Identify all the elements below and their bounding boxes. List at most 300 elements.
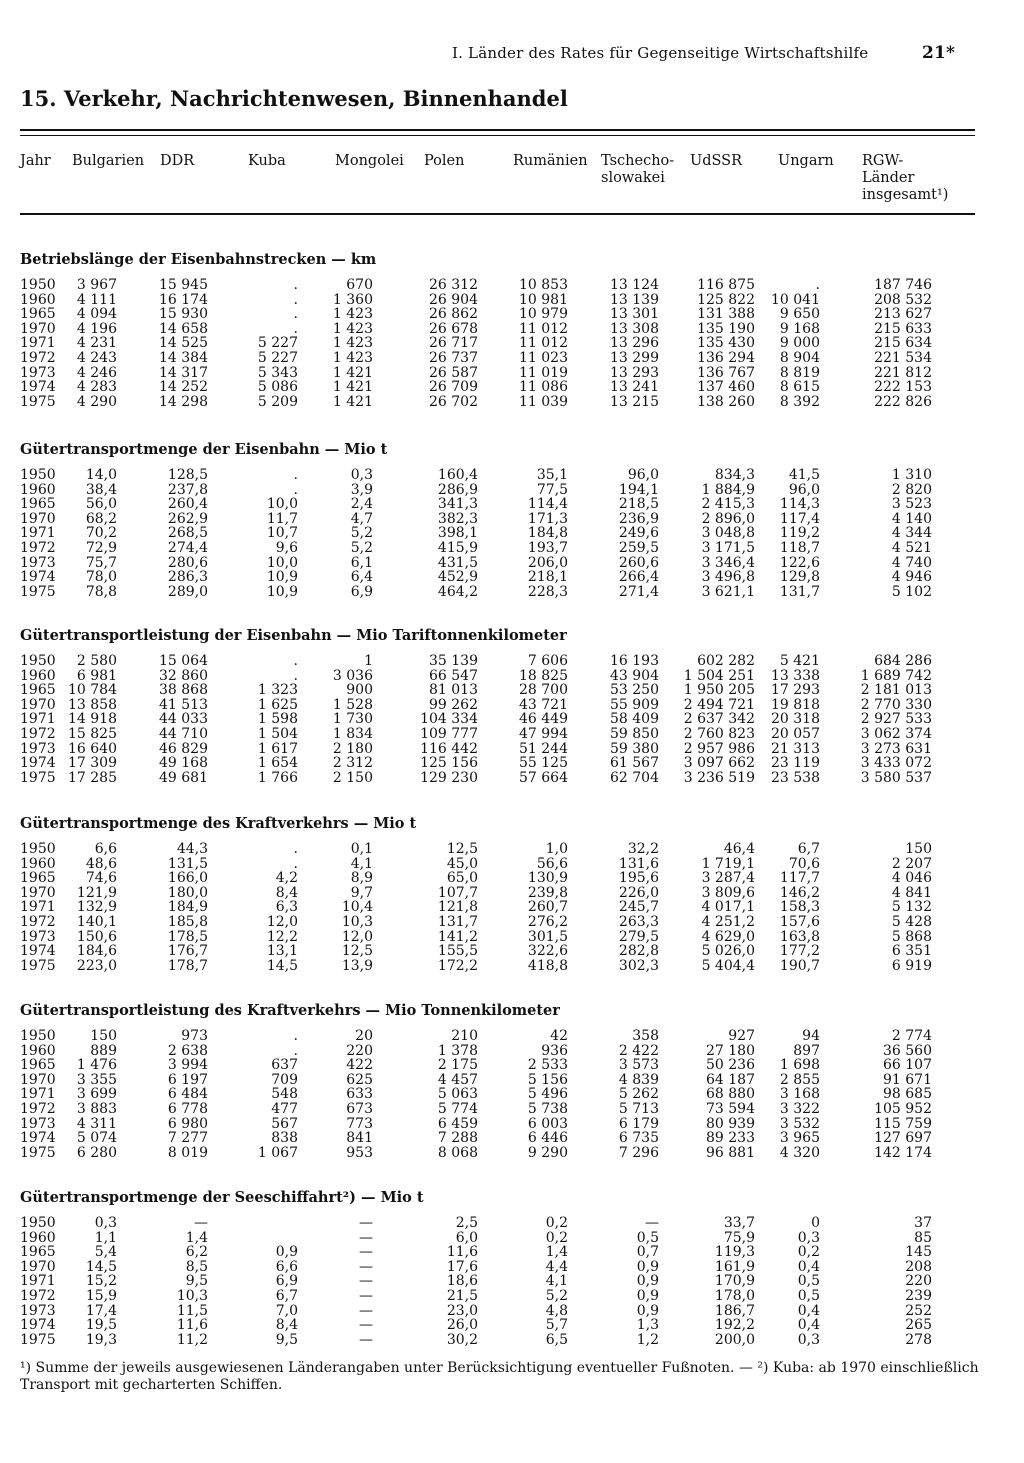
value-cell: 16 640: [68, 740, 117, 757]
value-cell: 5 209: [257, 393, 298, 410]
value-cell: 1 625: [257, 696, 298, 713]
value-cell: 673: [346, 1100, 373, 1117]
value-cell: 2 820: [891, 481, 932, 498]
value-cell: 70,2: [85, 525, 117, 542]
value-cell: 0,9: [636, 1287, 659, 1304]
table-row: [20, 570, 980, 585]
value-cell: 107,7: [437, 884, 478, 901]
table-row: [20, 1029, 980, 1044]
value-cell: 193,7: [527, 539, 568, 556]
year-cell: 1965: [20, 496, 56, 513]
value-cell: 263,3: [618, 913, 659, 930]
table-row: [20, 1073, 980, 1088]
value-cell: 15,2: [85, 1273, 117, 1290]
value-cell: 59 850: [610, 725, 659, 742]
value-cell: 49 168: [159, 755, 208, 772]
value-cell: 128,5: [167, 467, 208, 483]
value-cell: .: [293, 291, 298, 308]
value-cell: 245,7: [618, 899, 659, 916]
value-cell: 1 598: [257, 711, 298, 728]
value-cell: 114,4: [527, 496, 568, 513]
value-cell: 4 629,0: [701, 928, 755, 945]
value-cell: 121,9: [76, 884, 117, 901]
year-cell: 1975: [20, 769, 56, 786]
value-cell: 6 919: [891, 957, 932, 974]
value-cell: 358: [632, 1028, 659, 1044]
value-cell: 98 685: [883, 1086, 932, 1103]
value-cell: 1 310: [891, 467, 932, 483]
year-cell: 1974: [20, 1130, 56, 1147]
value-cell: 0,3: [94, 1215, 117, 1231]
value-cell: 6 351: [891, 943, 932, 960]
value-cell: 6,4: [350, 569, 373, 586]
value-cell: 177,2: [779, 943, 820, 960]
value-cell: 0,2: [545, 1215, 568, 1231]
value-cell: 66 547: [429, 667, 478, 684]
value-cell: 10,9: [266, 583, 298, 600]
value-cell: 9,5: [275, 1331, 298, 1348]
value-cell: 260,4: [167, 496, 208, 513]
year-cell: 1972: [20, 1287, 56, 1304]
value-cell: 26 737: [429, 349, 478, 366]
value-cell: 17 285: [68, 769, 117, 786]
value-cell: 3 532: [779, 1115, 820, 1132]
value-cell: 4 243: [76, 349, 117, 366]
value-cell: 11 012: [519, 320, 568, 337]
table-row: [20, 742, 980, 757]
value-cell: 415,9: [437, 539, 478, 556]
page-number: 21*: [922, 43, 956, 63]
value-cell: 4 111: [76, 291, 117, 308]
value-cell: 5 156: [527, 1071, 568, 1088]
value-cell: 186,7: [714, 1302, 755, 1319]
value-cell: 160,4: [437, 467, 478, 483]
value-cell: 208: [905, 1258, 932, 1275]
value-cell: 2 580: [76, 653, 117, 669]
section-heading: Gütertransportleistung der Eisenbahn — Mio Tariftonnenkilometer: [20, 627, 567, 644]
value-cell: 155,5: [437, 943, 478, 960]
value-cell: 208 532: [874, 291, 932, 308]
value-cell: 35 139: [429, 653, 478, 669]
value-cell: 0,4: [797, 1302, 820, 1319]
value-cell: 10,3: [176, 1287, 208, 1304]
table-rule-top: [20, 129, 975, 131]
value-cell: 210: [451, 1028, 478, 1044]
value-cell: 1 476: [76, 1057, 117, 1074]
value-cell: 15 825: [68, 725, 117, 742]
table-row: [20, 1216, 980, 1231]
value-cell: 5 738: [527, 1100, 568, 1117]
value-cell: 3 621,1: [701, 583, 755, 600]
table-row: [20, 944, 980, 959]
value-cell: 15,9: [85, 1287, 117, 1304]
value-cell: 119,3: [714, 1244, 755, 1261]
table-row: [20, 842, 980, 857]
value-cell: 2 855: [779, 1071, 820, 1088]
value-cell: 1 423: [332, 335, 373, 352]
value-cell: 57 664: [519, 769, 568, 786]
value-cell: 1 730: [332, 711, 373, 728]
table-row: [20, 1087, 980, 1102]
table-row: [20, 886, 980, 901]
value-cell: 5 343: [257, 364, 298, 381]
value-cell: 6 003: [527, 1115, 568, 1132]
value-cell: 6 735: [618, 1130, 659, 1147]
value-cell: 2,5: [455, 1215, 478, 1231]
value-cell: —: [194, 1215, 208, 1231]
value-cell: 3 171,5: [701, 539, 755, 556]
value-cell: 26,0: [446, 1317, 478, 1334]
value-cell: 14 252: [159, 379, 208, 396]
value-cell: 78,0: [85, 569, 117, 586]
value-cell: 5 404,4: [701, 957, 755, 974]
value-cell: 4 839: [618, 1071, 659, 1088]
value-cell: 6,9: [350, 583, 373, 600]
value-cell: 119,2: [779, 525, 820, 542]
value-cell: 2 774: [891, 1028, 932, 1044]
table-section: [20, 250, 980, 409]
value-cell: 282,8: [618, 943, 659, 960]
value-cell: 2 770 330: [860, 696, 932, 713]
table-row: [20, 1304, 980, 1319]
value-cell: 49 681: [159, 769, 208, 786]
year-cell: 1950: [20, 467, 56, 483]
value-cell: 3 097 662: [683, 755, 755, 772]
value-cell: 6 446: [527, 1130, 568, 1147]
value-cell: 0,1: [350, 841, 373, 857]
year-cell: 1971: [20, 1273, 56, 1290]
year-cell: 1971: [20, 335, 56, 352]
value-cell: 132,9: [76, 899, 117, 916]
value-cell: 3 273 631: [860, 740, 932, 757]
table-row: [20, 1231, 980, 1246]
value-cell: 3 048,8: [701, 525, 755, 542]
value-cell: 6 197: [167, 1071, 208, 1088]
table-row: [20, 351, 980, 366]
value-cell: 10,0: [266, 554, 298, 571]
year-cell: 1950: [20, 1215, 56, 1231]
value-cell: 4 344: [891, 525, 932, 542]
value-cell: 1 504 251: [683, 667, 755, 684]
value-cell: —: [359, 1258, 373, 1275]
value-cell: 5 428: [891, 913, 932, 930]
year-cell: 1975: [20, 1331, 56, 1348]
value-cell: 11,2: [176, 1331, 208, 1348]
value-cell: 5 132: [891, 899, 932, 916]
value-cell: 20: [355, 1028, 373, 1044]
value-cell: 13 241: [610, 379, 659, 396]
value-cell: 150,6: [76, 928, 117, 945]
value-cell: 13 296: [610, 335, 659, 352]
value-cell: 80 939: [706, 1115, 755, 1132]
value-cell: 2 533: [527, 1057, 568, 1074]
value-cell: 10 853: [519, 277, 568, 293]
value-cell: 10 784: [68, 682, 117, 699]
value-cell: 150: [905, 841, 932, 857]
table-row: [20, 959, 980, 974]
value-cell: 8,9: [350, 870, 373, 887]
value-cell: 180,0: [167, 884, 208, 901]
value-cell: 3 355: [76, 1071, 117, 1088]
value-cell: 7,0: [275, 1302, 298, 1319]
value-cell: 75,7: [85, 554, 117, 571]
value-cell: 105 952: [874, 1100, 932, 1117]
value-cell: 0,9: [636, 1302, 659, 1319]
value-cell: 10 981: [519, 291, 568, 308]
value-cell: 431,5: [437, 554, 478, 571]
value-cell: 158,3: [779, 899, 820, 916]
value-cell: 185,8: [167, 913, 208, 930]
value-cell: 125 822: [697, 291, 755, 308]
value-cell: .: [293, 1042, 298, 1059]
value-cell: 4 740: [891, 554, 932, 571]
year-cell: 1974: [20, 1317, 56, 1334]
value-cell: 341,3: [437, 496, 478, 513]
value-cell: 9 000: [779, 335, 820, 352]
value-cell: 1 423: [332, 306, 373, 323]
value-cell: 452,9: [437, 569, 478, 586]
year-cell: 1970: [20, 510, 56, 527]
value-cell: 2 494 721: [683, 696, 755, 713]
value-cell: 2 896,0: [701, 510, 755, 527]
value-cell: 13 858: [68, 696, 117, 713]
value-cell: 266,4: [618, 569, 659, 586]
value-cell: 166,0: [167, 870, 208, 887]
value-cell: 3 168: [779, 1086, 820, 1103]
value-cell: 109 777: [420, 725, 478, 742]
table-row: [20, 1117, 980, 1132]
value-cell: 14 384: [159, 349, 208, 366]
value-cell: 9 650: [779, 306, 820, 323]
value-cell: 50 236: [706, 1057, 755, 1074]
value-cell: 44 710: [159, 725, 208, 742]
value-cell: 43 721: [519, 696, 568, 713]
value-cell: .: [293, 653, 298, 669]
value-cell: 2 927 533: [860, 711, 932, 728]
value-cell: 6,6: [94, 841, 117, 857]
value-cell: 184,9: [167, 899, 208, 916]
value-cell: 633: [346, 1086, 373, 1103]
table-row: [20, 698, 980, 713]
value-cell: 1 698: [779, 1057, 820, 1074]
value-cell: 7 288: [437, 1130, 478, 1147]
value-cell: 5 421: [779, 653, 820, 669]
value-cell: 236,9: [618, 510, 659, 527]
value-cell: 5 102: [891, 583, 932, 600]
value-cell: 116 875: [697, 277, 755, 293]
table-row: [20, 307, 980, 322]
value-cell: 121,8: [437, 899, 478, 916]
value-cell: 85: [914, 1229, 932, 1246]
value-cell: 58 409: [610, 711, 659, 728]
value-cell: 11 086: [519, 379, 568, 396]
value-cell: 73 594: [706, 1100, 755, 1117]
value-cell: 131,7: [437, 913, 478, 930]
value-cell: 6 980: [167, 1115, 208, 1132]
table-row: [20, 930, 980, 945]
value-cell: 889: [90, 1042, 117, 1059]
value-cell: 14,0: [85, 467, 117, 483]
table-row: [20, 712, 980, 727]
value-cell: 26 717: [429, 335, 478, 352]
table-rule-header: [20, 213, 975, 215]
value-cell: 178,7: [167, 957, 208, 974]
value-cell: 17 293: [771, 682, 820, 699]
value-cell: 4 311: [76, 1115, 117, 1132]
value-cell: 262,9: [167, 510, 208, 527]
value-cell: 96,0: [627, 467, 659, 483]
value-cell: 0,3: [797, 1229, 820, 1246]
value-cell: 3 433 072: [860, 755, 932, 772]
table-row: [20, 512, 980, 527]
value-cell: 68 880: [706, 1086, 755, 1103]
value-cell: —: [359, 1244, 373, 1261]
value-cell: 46,4: [723, 841, 755, 857]
year-cell: 1973: [20, 364, 56, 381]
value-cell: 9,7: [350, 884, 373, 901]
value-cell: 206,0: [527, 554, 568, 571]
footnote: ¹) Summe der jeweils ausgewiesenen Länderangaben unter Berücksichtigung eventueller Fußnoten. — ²) Kuba: ab 1970 einschließlich Transport mit gecharterten Schiffen.: [20, 1360, 979, 1393]
value-cell: 14 298: [159, 393, 208, 410]
table-row: [20, 395, 980, 410]
value-cell: 81 013: [429, 682, 478, 699]
value-cell: 15 930: [159, 306, 208, 323]
value-cell: 122,6: [779, 554, 820, 571]
value-cell: 5 026,0: [701, 943, 755, 960]
table-section: [20, 1001, 980, 1160]
table-row: [20, 468, 980, 483]
value-cell: 5,2: [350, 539, 373, 556]
value-cell: 178,0: [714, 1287, 755, 1304]
value-cell: 176,7: [167, 943, 208, 960]
value-cell: 11 039: [519, 393, 568, 410]
value-cell: —: [359, 1317, 373, 1334]
value-cell: 131 388: [697, 306, 755, 323]
value-cell: 1 378: [437, 1042, 478, 1059]
value-cell: 226,0: [618, 884, 659, 901]
value-cell: 8,4: [275, 1317, 298, 1334]
value-cell: 228,3: [527, 583, 568, 600]
table-row: [20, 1245, 980, 1260]
value-cell: 131,5: [167, 855, 208, 872]
value-cell: 1 950 205: [683, 682, 755, 699]
value-cell: 150: [90, 1028, 117, 1044]
value-cell: 477: [271, 1100, 298, 1117]
value-cell: 239,8: [527, 884, 568, 901]
value-cell: 26 709: [429, 379, 478, 396]
value-cell: 70,6: [788, 855, 820, 872]
value-cell: 13,1: [266, 943, 298, 960]
value-cell: 65,0: [446, 870, 478, 887]
year-cell: 1970: [20, 696, 56, 713]
year-cell: 1950: [20, 277, 56, 293]
value-cell: 900: [346, 682, 373, 699]
value-cell: 0,5: [797, 1273, 820, 1290]
value-cell: 11,6: [176, 1317, 208, 1334]
value-cell: 464,2: [437, 583, 478, 600]
value-cell: 286,3: [167, 569, 208, 586]
value-cell: 3,9: [350, 481, 373, 498]
value-cell: 130,9: [527, 870, 568, 887]
value-cell: 14,5: [85, 1258, 117, 1275]
table-row: [20, 1333, 980, 1348]
value-cell: 5 227: [257, 335, 298, 352]
value-cell: 0,3: [350, 467, 373, 483]
value-cell: 12,0: [341, 928, 373, 945]
table-row: [20, 556, 980, 571]
value-cell: 2 415,3: [701, 496, 755, 513]
table-row: [20, 1044, 980, 1059]
value-cell: 215 633: [874, 320, 932, 337]
value-cell: 4 017,1: [701, 899, 755, 916]
value-cell: 286,9: [437, 481, 478, 498]
value-cell: .: [293, 855, 298, 872]
value-cell: 140,1: [76, 913, 117, 930]
value-cell: 773: [346, 1115, 373, 1132]
year-cell: 1973: [20, 1115, 56, 1132]
value-cell: 4 457: [437, 1071, 478, 1088]
value-cell: 259,5: [618, 539, 659, 556]
value-cell: 117,4: [779, 510, 820, 527]
value-cell: 13,9: [341, 957, 373, 974]
value-cell: 75,9: [723, 1229, 755, 1246]
value-cell: 1 067: [257, 1144, 298, 1161]
value-cell: 4,1: [545, 1273, 568, 1290]
value-cell: 7 606: [527, 653, 568, 669]
value-cell: 4,8: [545, 1302, 568, 1319]
value-cell: 1 423: [332, 349, 373, 366]
value-cell: 2,4: [350, 496, 373, 513]
value-cell: 43 904: [610, 667, 659, 684]
value-cell: 2 422: [618, 1042, 659, 1059]
table-row: [20, 293, 980, 308]
table-row: [20, 756, 980, 771]
value-cell: —: [359, 1229, 373, 1246]
value-cell: 62 704: [610, 769, 659, 786]
value-cell: 221 534: [874, 349, 932, 366]
value-cell: 215 634: [874, 335, 932, 352]
value-cell: 38 868: [159, 682, 208, 699]
value-cell: 5 868: [891, 928, 932, 945]
value-cell: 4,2: [275, 870, 298, 887]
value-cell: 2 760 823: [683, 725, 755, 742]
value-cell: 936: [541, 1042, 568, 1059]
year-cell: 1950: [20, 841, 56, 857]
value-cell: 27 180: [706, 1042, 755, 1059]
year-cell: 1965: [20, 682, 56, 699]
value-cell: 12,0: [266, 913, 298, 930]
value-cell: 5 713: [618, 1100, 659, 1117]
value-cell: 223,0: [76, 957, 117, 974]
value-cell: 7 277: [167, 1130, 208, 1147]
value-cell: 8 068: [437, 1144, 478, 1161]
year-cell: 1971: [20, 1086, 56, 1103]
value-cell: 8 819: [779, 364, 820, 381]
value-cell: 14 918: [68, 711, 117, 728]
year-cell: 1974: [20, 755, 56, 772]
value-cell: 382,3: [437, 510, 478, 527]
year-cell: 1974: [20, 943, 56, 960]
value-cell: 3 062 374: [860, 725, 932, 742]
value-cell: 59 380: [610, 740, 659, 757]
column-header: UdSSR: [690, 153, 743, 169]
table-row: [20, 366, 980, 381]
column-header: RGW- Länder insgesamt¹): [862, 153, 949, 203]
value-cell: 12,5: [341, 943, 373, 960]
value-cell: 1 504: [257, 725, 298, 742]
value-cell: 145: [905, 1244, 932, 1261]
value-cell: 0,9: [636, 1273, 659, 1290]
